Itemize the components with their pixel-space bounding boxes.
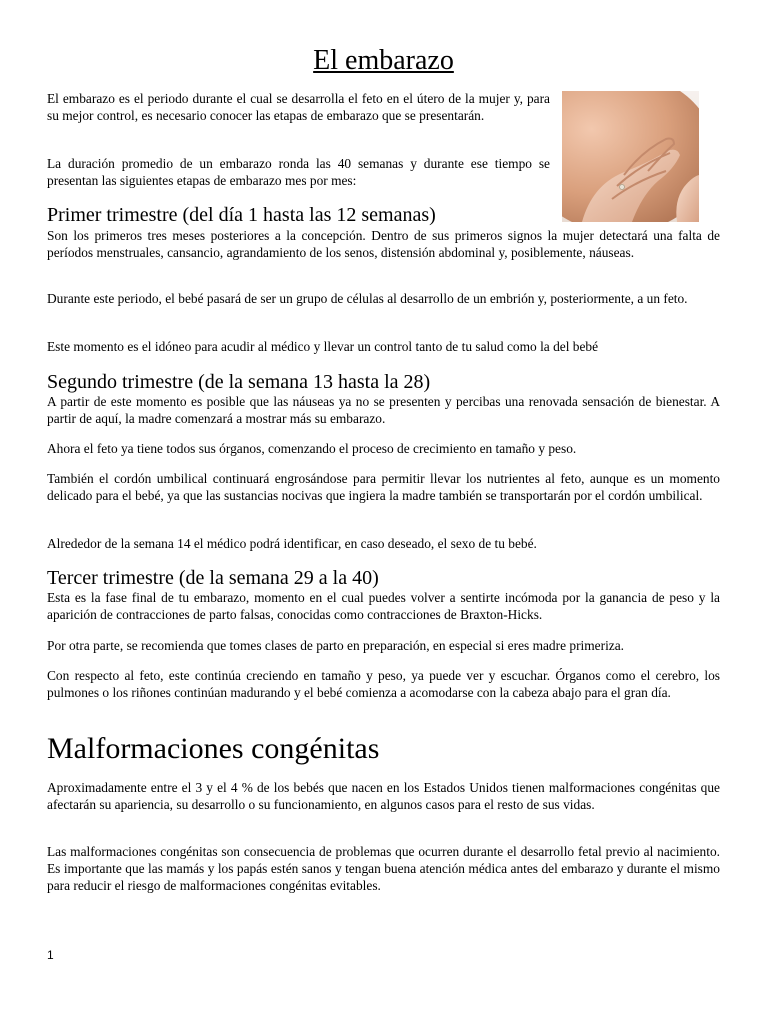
- third-trimester-paragraph-1: Esta es la fase final de tu embarazo, momento en el cual puedes volver a sentirte incómoda por la ganancia de peso y la aparición de contracciones de parto falsas, conocidas como contracciones de Braxton-Hicks.: [47, 590, 720, 622]
- second-trimester-paragraph-2: Ahora el feto ya tiene todos sus órganos, comenzando el proceso de crecimiento en tamaño y peso.: [47, 441, 577, 456]
- third-trimester-heading: Tercer trimestre (de la semana 29 a la 40): [47, 567, 379, 589]
- pregnant-belly-image: [562, 91, 699, 222]
- third-trimester-paragraph-2: Por otra parte, se recomienda que tomes clases de parto en preparación, en especial si eres madre primeriza.: [47, 638, 625, 653]
- malformations-heading: Malformaciones congénitas: [47, 732, 380, 765]
- first-trimester-paragraph-2: Durante este periodo, el bebé pasará de ser un grupo de células al desarrollo de un embrión y, posteriormente, a un feto.: [47, 291, 688, 306]
- malformations-paragraph-1: Aproximadamente entre el 3 y el 4 % de los bebés que nacen en los Estados Unidos tienen malformaciones congénitas que afectarán su apariencia, su desarrollo o su funcionamiento, en algunos casos para el resto de sus vidas.: [47, 780, 720, 812]
- page-number: 1: [47, 948, 54, 962]
- second-trimester-heading: Segundo trimestre (de la semana 13 hasta la 28): [47, 371, 431, 393]
- first-trimester-paragraph-3: Este momento es el idóneo para acudir al médico y llevar un control tanto de tu salud como la del bebé: [47, 339, 599, 354]
- second-trimester-paragraph-4: Alrededor de la semana 14 el médico podrá identificar, en caso deseado, el sexo de tu bebé.: [47, 536, 537, 551]
- first-trimester-heading: Primer trimestre (del día 1 hasta las 12 semanas): [47, 204, 436, 226]
- pregnancy-photo: [562, 91, 699, 222]
- intro-paragraph-1: El embarazo es el periodo durante el cual se desarrolla el feto en el útero de la mujer y, para su mejor control, es necesario conocer las etapas de embarazo que se presentarán.: [47, 91, 550, 123]
- second-trimester-paragraph-3: También el cordón umbilical continuará engrosándose para permitir llevar los nutrientes al feto, aunque es un momento delicado para el bebé, ya que las sustancias nocivas que ingiera la madre también se transportarán por el cordón umbilical.: [47, 471, 720, 503]
- malformations-paragraph-2: Las malformaciones congénitas son consecuencia de problemas que ocurren durante el desarrollo fetal previo al nacimiento. Es importante que las mamás y los papás estén sanos y tengan buena atención médica antes del embarazo y durante el mismo para reducir el riesgo de malformaciones congénitas evitables.: [47, 844, 720, 893]
- first-trimester-paragraph-1: Son los primeros tres meses posteriores a la concepción. Dentro de sus primeros signos la mujer detectará una falta de períodos menstruales, cansancio, agrandamiento de los senos, distensión abdominal y, posiblemente, náuseas.: [47, 228, 720, 260]
- second-trimester-paragraph-1: A partir de este momento es posible que las náuseas ya no se presenten y percibas una renovada sensación de bienestar. A partir de aquí, la madre comenzará a mostrar más su embarazo.: [47, 394, 720, 426]
- intro-paragraph-2: La duración promedio de un embarazo ronda las 40 semanas y durante ese tiempo se presentan las siguientes etapas de embarazo mes por mes:: [47, 156, 550, 188]
- third-trimester-paragraph-3: Con respecto al feto, este continúa creciendo en tamaño y peso, ya puede ver y escuchar. Órganos como el cerebro, los pulmones o los riñones continúan madurando y el bebé comienza a acomodarse con la cabeza abajo para el gran día.: [47, 668, 720, 700]
- document-title: El embarazo: [313, 45, 454, 76]
